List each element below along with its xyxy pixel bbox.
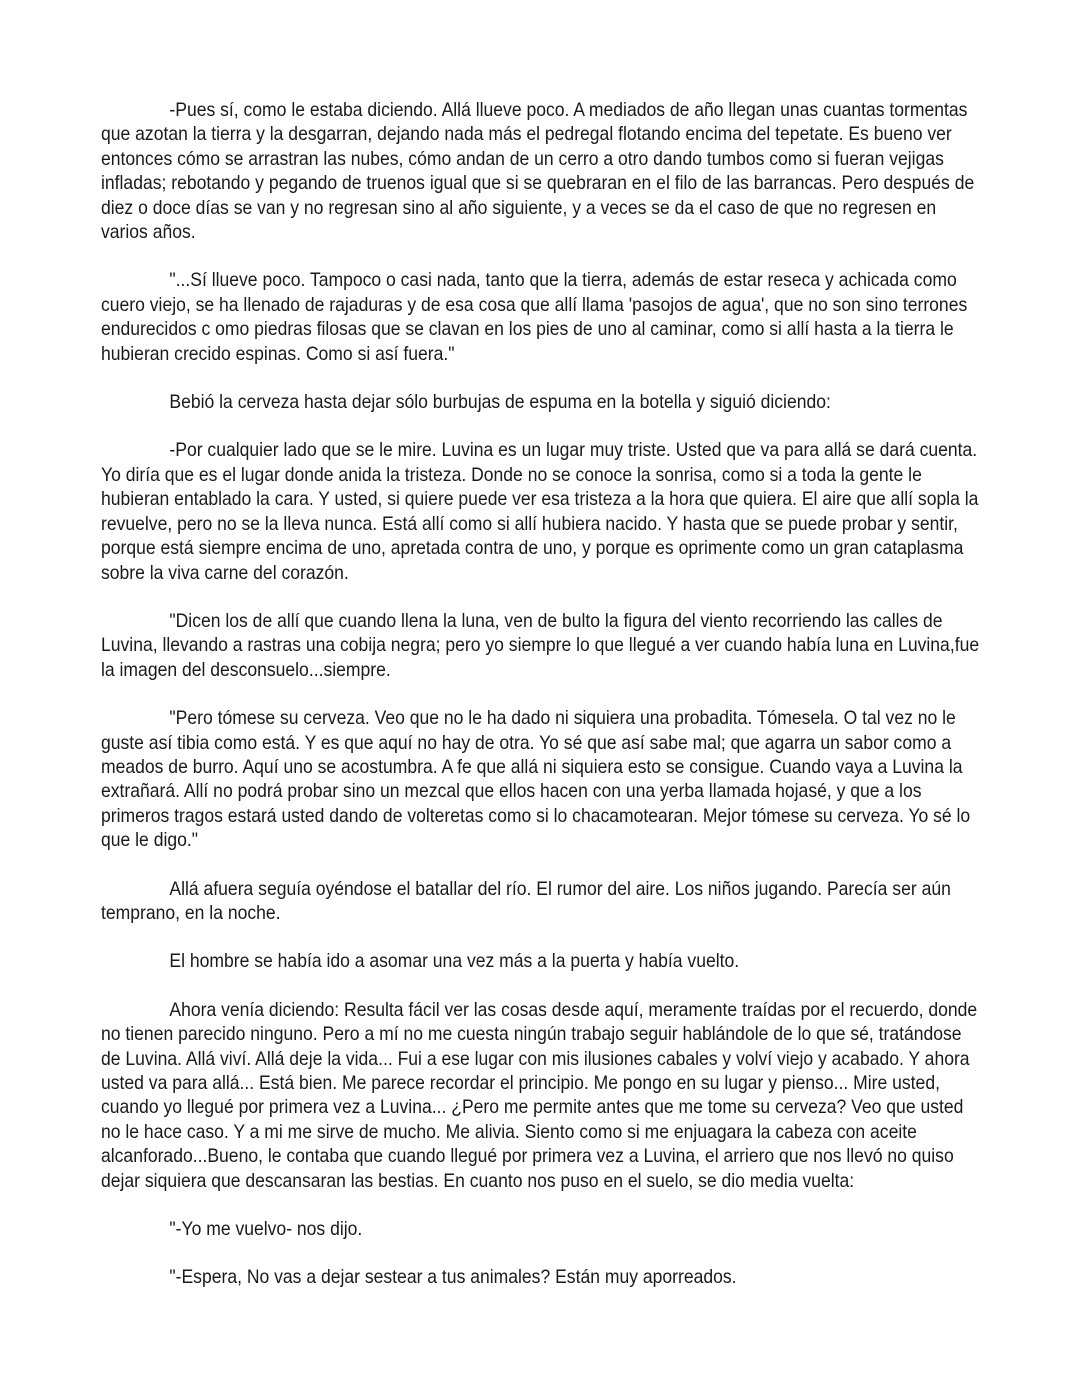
paragraph-5: "Dicen los de allí que cuando llena la luna, ven de bulto la figura del viento recorriendo las calles de Luvina, llevando a rastras una cobija negra; pero yo siempre lo que llegué a ver cuando había luna en Luvina,fue la imagen del desconsuelo...siempre. [101, 609, 980, 681]
paragraph-10: "-Yo me vuelvo- nos dijo. [169, 1218, 363, 1241]
paragraph-4: -Por cualquier lado que se le mire. Luvina es un lugar muy triste. Usted que va para allá se dará cuenta. Yo diría que es el lugar donde anida la tristeza. Donde no se conoce la sonrisa, como si a toda la gente le hubieran entablado la cara. Y usted, si quiere puede ver esa tristeza a la hora que quiera. El aire que allí sopla la revuelve, pero no se la lleva nunca. Está allí como si allí hubiera nacido. Y hasta que se puede probar y sentir, porque está siempre encima de uno, apretada contra de uno, y porque es oprimente como un gran cataplasma sobre la viva carne del corazón. [101, 439, 979, 584]
paragraph-1: -Pues sí, como le estaba diciendo. Allá llueve poco. A mediados de año llegan unas cuantas tormentas que azotan la tierra y la desgarran, dejando nada más el pedregal flotando encima del tepetate. Es bueno ver entonces cómo se arrastran las nubes, cómo andan de un cerro a otro dando tumbos como si fueran vejigas infladas; rebotando y pegando de truenos igual que si se quebraran en el filo de las barrancas. Pero después de diez o doce días se van y no regresan sino al año siguiente, y a veces se da el caso de que no regresen en varios años. [101, 99, 975, 244]
paragraph-8: El hombre se había ido a asomar una vez más a la puerta y había vuelto. [169, 950, 740, 973]
paragraph-7: Allá afuera seguía oyéndose el batallar del río. El rumor del aire. Los niños jugando. Parecía ser aún temprano, en la noche. [101, 877, 951, 924]
paragraph-3: Bebió la cerveza hasta dejar sólo burbujas de espuma en la botella y siguió diciendo: [169, 391, 831, 414]
paragraph-2: "...Sí llueve poco. Tampoco o casi nada, tanto que la tierra, además de estar reseca y achicada como cuero viejo, se ha llenado de rajaduras y de esa cosa que allí llama 'pasojos de agua', que no son sino terrones endurecidos c omo piedras filosas que se clavan en los pies de uno al caminar, como si allí hasta a la tierra le hubieran crecido espinas. Como si así fuera." [101, 269, 968, 365]
paragraph-11: "-Espera, No vas a dejar sestear a tus animales? Están muy aporreados. [169, 1266, 737, 1289]
paragraph-6: "Pero tómese su cerveza. Veo que no le ha dado ni siquiera una probadita. Tómesela. O tal vez no le guste así tibia como está. Y es que aquí no hay de otra. Yo sé que así sabe mal; que agarra un sabor como a meados de burro. Aquí uno se acostumbra. A fe que allá ni siquiera esto se consigue. Cuando vaya a Luvina la extrañará. Allí no podrá probar sino un mezcal que ellos hacen con una yerba llamada hojasé, y que a los primeros tragos estará usted dando de volteretas como si lo chacamotearan. Mejor tómese su cerveza. Yo sé lo que le digo." [101, 707, 971, 852]
document-body [101, 98, 985, 1314]
paragraph-9: Ahora venía diciendo: Resulta fácil ver las cosas desde aquí, meramente traídas por el recuerdo, donde no tienen parecido ninguno. Pero a mí no me cuesta ningún trabajo seguir hablándole de lo que sé, tratándose de Luvina. Allá viví. Allá deje la vida... Fui a ese lugar con mis ilusiones cabales y volví viejo y acabado. Y ahora usted va para allá... Está bien. Me parece recordar el principio. Me pongo en su lugar y pienso... Mire usted, cuando yo llegué por primera vez a Luvina... ¿Pero me permite antes que me tome su cerveza? Veo que usted no le hace caso. Y a mi me sirve de mucho. Me alivia. Siento como si me enjuagara la cabeza con aceite alcanforado...Bueno, le contaba que cuando llegué por primera vez a Luvina, el arriero que nos llevó no quiso dejar siquiera que descansaran las bestias. En cuanto nos puso en el suelo, se dio media vuelta: [101, 998, 978, 1192]
